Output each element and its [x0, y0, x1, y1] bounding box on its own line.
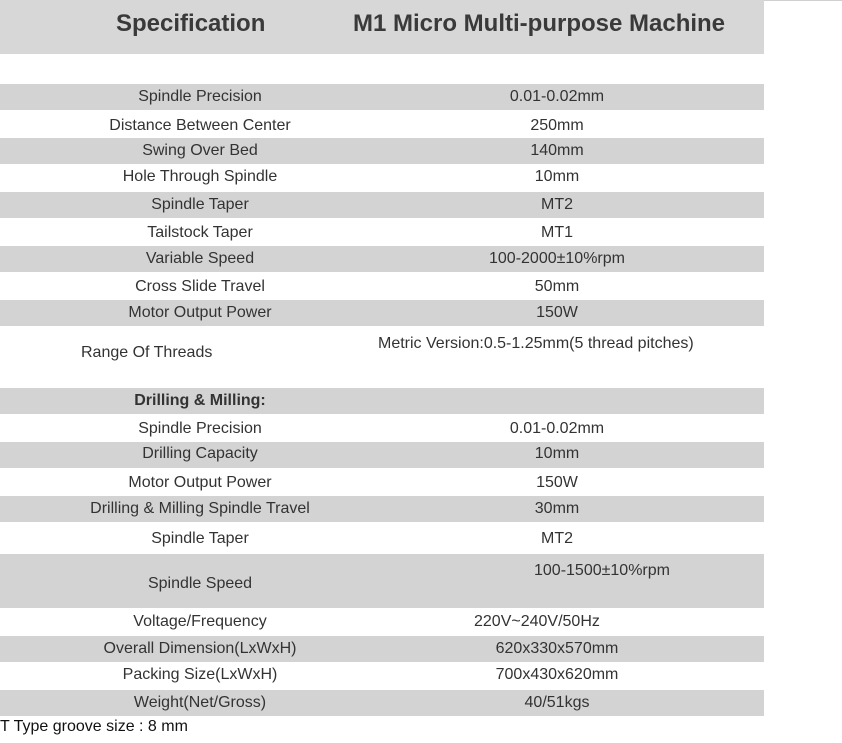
groove-size-note: T Type groove size : 8 mm [0, 718, 188, 735]
table-row [0, 246, 764, 272]
table-row-threads [0, 326, 764, 388]
table-header [0, 0, 764, 54]
row-value: Metric Version:0.5-1.25mm(5 thread pitches) [378, 335, 694, 352]
row-label: Distance Between Center [109, 117, 291, 134]
row-label: Overall Dimension(LxWxH) [103, 640, 297, 657]
row-value: 150W [536, 474, 578, 491]
row-value: 150W [536, 304, 578, 321]
row-label: Weight(Net/Gross) [133, 694, 267, 711]
row-value: 250mm [530, 117, 584, 134]
row-value: 100-2000±10%rpm [489, 250, 625, 267]
table-row [0, 164, 764, 192]
table-row [0, 110, 764, 138]
table-row [0, 608, 764, 636]
row-value: 10mm [534, 168, 580, 185]
table-row [0, 218, 764, 246]
row-value: 40/51kgs [524, 694, 590, 711]
row-label: Spindle Precision [138, 88, 262, 105]
row-label: Voltage/Frequency [133, 613, 267, 630]
row-label: Cross Slide Travel [135, 278, 265, 295]
table-row [0, 636, 764, 662]
table-row [0, 496, 764, 522]
row-label: Variable Speed [145, 250, 255, 267]
row-label: Swing Over Bed [142, 142, 258, 159]
table-row [0, 272, 764, 300]
row-value: 140mm [530, 142, 584, 159]
row-value: MT1 [541, 224, 573, 241]
table-row [0, 138, 764, 164]
table-row [0, 442, 764, 468]
row-label: Drilling & Milling Spindle Travel [90, 500, 310, 517]
row-value: MT2 [541, 530, 573, 547]
row-label: Spindle Taper [151, 196, 249, 213]
row-value: 30mm [534, 500, 580, 517]
row-value: 700x430x620mm [495, 666, 619, 683]
row-value: 220V~240V/50Hz [474, 613, 600, 630]
row-value: 0.01-0.02mm [509, 420, 605, 437]
row-label: Range Of Threads [81, 344, 213, 361]
row-label: Tailstock Taper [147, 224, 253, 241]
row-label: Spindle Speed [147, 575, 253, 592]
row-label: Drilling Capacity [142, 445, 258, 462]
row-value: 100-1500±10%rpm [534, 562, 670, 579]
header-specification: Specification [116, 10, 266, 37]
row-label: Packing Size(LxWxH) [122, 666, 278, 683]
table-row [0, 414, 764, 442]
table-row-spindle-speed [0, 554, 764, 608]
table-row [0, 84, 764, 110]
row-value: 50mm [534, 278, 580, 295]
table-row [0, 192, 764, 218]
row-label: Spindle Precision [138, 420, 262, 437]
header-machine-name: M1 Micro Multi-purpose Machine [353, 10, 726, 37]
table-row [0, 300, 764, 326]
table-row [0, 662, 764, 690]
row-label: Motor Output Power [128, 304, 272, 321]
row-label: Motor Output Power [128, 474, 272, 491]
section-title: Drilling & Milling: [134, 392, 266, 409]
row-value: MT2 [541, 196, 573, 213]
top-right-rule [764, 0, 842, 1]
section-row [0, 388, 764, 414]
row-label: Spindle Taper [151, 530, 249, 547]
row-value: 620x330x570mm [495, 640, 619, 657]
row-label: Hole Through Spindle [122, 168, 278, 185]
row-value: 0.01-0.02mm [509, 88, 605, 105]
table-row [0, 468, 764, 496]
table-row [0, 522, 764, 554]
table-row [0, 690, 764, 716]
row-value: 10mm [534, 445, 580, 462]
